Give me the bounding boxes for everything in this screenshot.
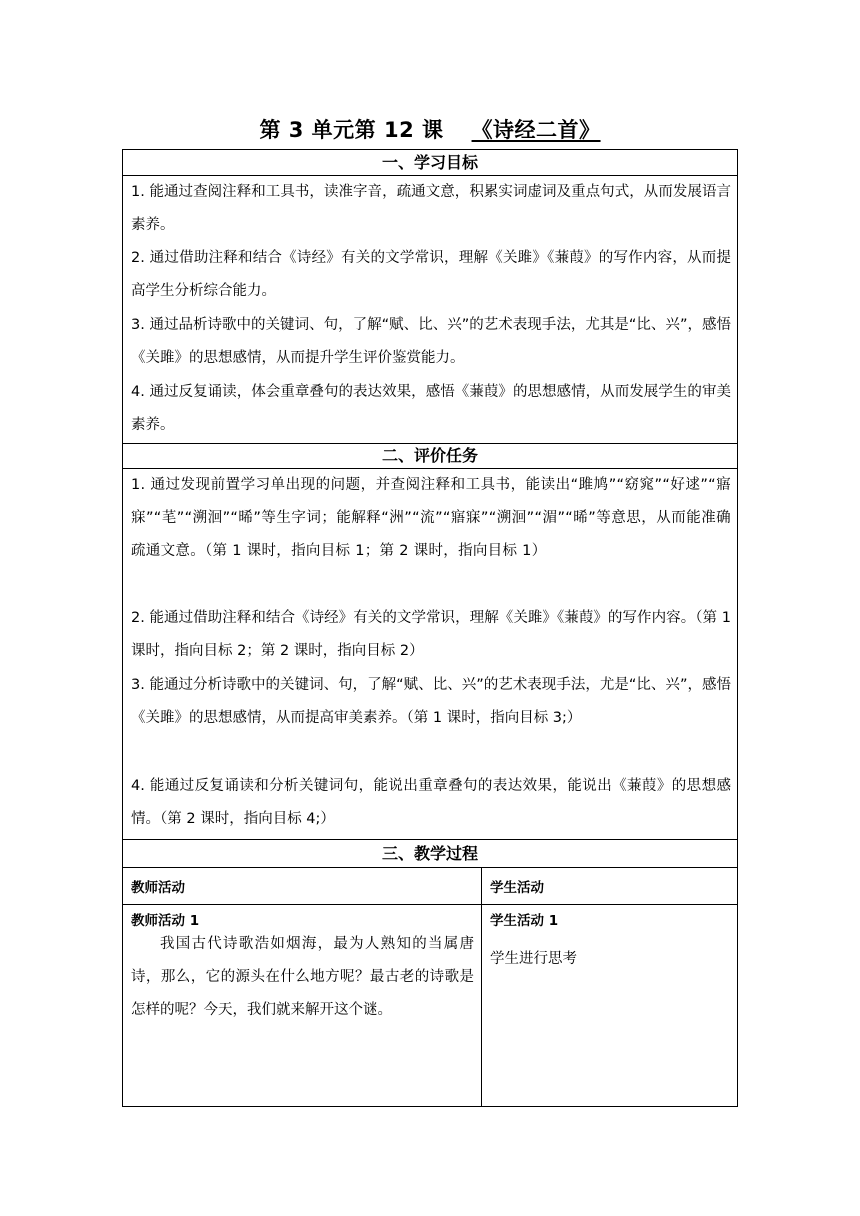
task-item-2: 2. 能通过借助注释和结合《诗经》有关的文学常识，理解《关雎》《蒹葭》的写作内容。（第 1 课时，指向目标 2；第 2 课时，指向目标 2） bbox=[131, 610, 731, 659]
teacher-activity-text: 我国古代诗歌浩如烟海，最为人熟知的当属唐诗，那么，它的源头在什么地方呢？最古老的诗歌是怎样的呢？今天，我们就来解开这个谜。 bbox=[131, 936, 474, 1018]
book-title: 《诗经二首》 bbox=[471, 118, 601, 142]
student-column-header: 学生活动 bbox=[490, 880, 544, 896]
goal-item-1: 1. 能通过查阅注释和工具书，读准字音，疏通文意，积累实词虚词及重点句式，从而发展语言素养。 bbox=[131, 184, 731, 233]
lesson-table bbox=[122, 149, 738, 1107]
goals-heading: 一、学习目标 bbox=[381, 153, 478, 172]
page-title bbox=[0, 114, 860, 144]
student-activity-text: 学生进行思考 bbox=[490, 951, 577, 967]
task-item-4: 4. 能通过反复诵读和分析关键词句，能说出重章叠句的表达效果，能说出《蒹葭》的思想感情。（第 2 课时，指向目标 4;） bbox=[131, 778, 731, 827]
task-item-3: 3. 能通过分析诗歌中的关键词、句，了解“赋、比、兴”的艺术表现手法，尤是“比、兴”，感悟《关雎》的思想感情，从而提高审美素养。（第 1 课时，指向目标 3;） bbox=[131, 677, 731, 726]
process-heading: 三、教学过程 bbox=[381, 844, 478, 863]
lesson-prefix: 第 3 单元第 12 课 bbox=[259, 118, 444, 142]
student-activity-label: 学生活动 1 bbox=[490, 913, 559, 929]
task-item-1: 1. 通过发现前置学习单出现的问题，并查阅注释和工具书，能读出“雎鸠”“窈窕”“好逑”“寤寐”“芼”“溯洄”“晞”等生字词；能解释“洲”“流”“寤寐”“溯洄”“湄”“晞”等意思，从而能准确疏通文意。（第 1 课时，指向目标 1；第 2 课时，指向目标 1） bbox=[131, 477, 731, 559]
goal-item-2: 2. 通过借助注释和结合《诗经》有关的文学常识，理解《关雎》《蒹葭》的写作内容，从而提高学生分析综合能力。 bbox=[131, 250, 731, 299]
tasks-heading: 二、评价任务 bbox=[381, 446, 478, 465]
goal-item-3: 3. 通过品析诗歌中的关键词、句，了解“赋、比、兴”的艺术表现手法，尤其是“比、兴”，感悟《关雎》的思想感情，从而提升学生评价鉴赏能力。 bbox=[131, 317, 731, 366]
goal-item-4: 4. 通过反复诵读，体会重章叠句的表达效果，感悟《蒹葭》的思想感情，从而发展学生的审美素养。 bbox=[131, 384, 731, 433]
teacher-column-header: 教师活动 bbox=[131, 880, 185, 896]
teacher-activity-label: 教师活动 1 bbox=[131, 913, 200, 929]
